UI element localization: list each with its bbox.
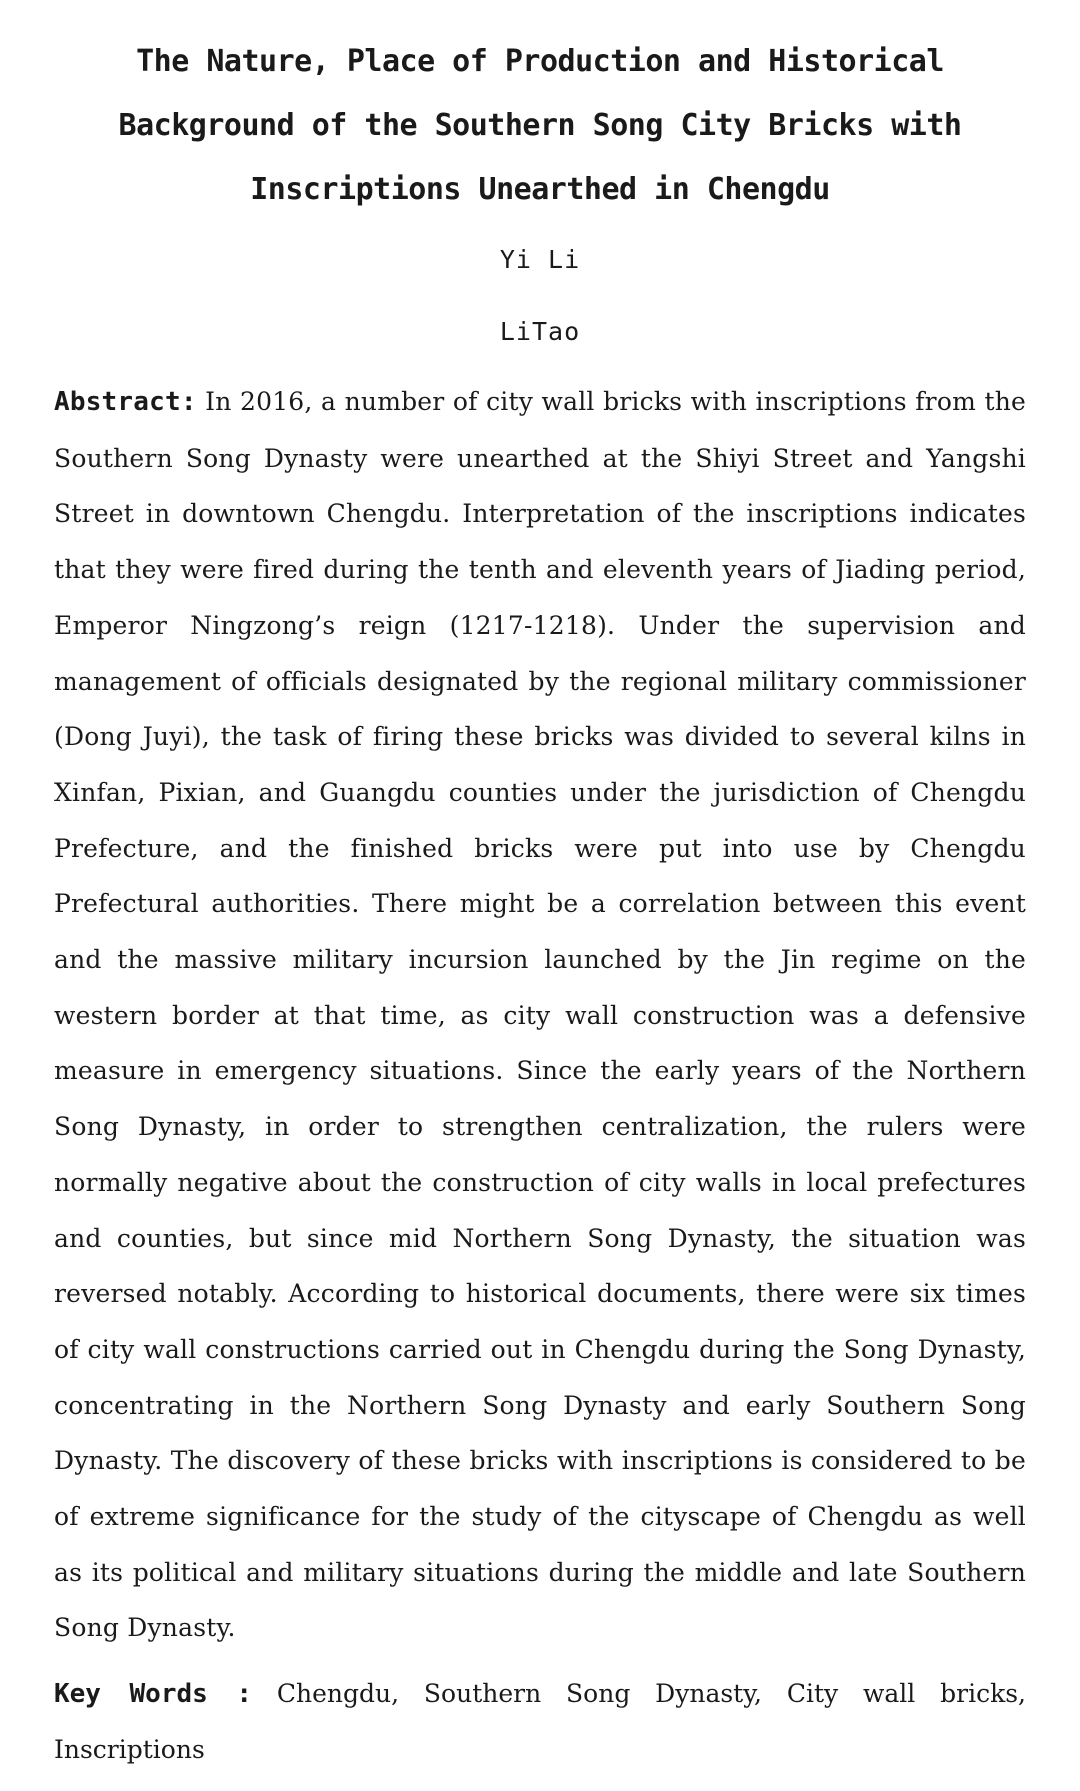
keywords-label: Key Words :	[54, 1679, 253, 1710]
paper-title: The Nature, Place of Production and Historical Background of the Southern Song City Bricks with Inscriptions Unearthed in Chengdu	[118, 44, 962, 207]
keywords	[54, 1666, 1026, 1778]
abstract	[54, 374, 1026, 1656]
author-list	[54, 224, 1026, 368]
author-name: LiTao	[499, 317, 581, 346]
abstract-label: Abstract:	[54, 387, 197, 417]
keywords-text: Chengdu, Southern Song Dynasty, City wall bricks, Inscriptions	[54, 1679, 1027, 1765]
author-name: Yi Li	[499, 245, 581, 274]
abstract-text: In 2016, a number of city wall bricks with inscriptions from the Southern Song Dynasty were unearthed at the Shiyi Street and Yangshi Street in downtown Chengdu. Interpretation of the inscriptions indicates that they were fired during the tenth and eleventh years of Jiading period, Emperor Ningzong’s reign (1217-1218). Under the supervision and management of officials designated by the regional military commissioner (Dong Juyi), the task of firing these bricks was divided to several kilns in Xinfan, Pixian, and Guangdu counties under the jurisdiction of Chengdu Prefecture, and the finished bricks were put into use by Chengdu Prefectural authorities. There might be a correlation between this event and the massive military incursion launched by the Jin regime on the western border at that time, as city wall construction was a defensive measure in emergency situations. Since the early years of the Northern Song Dynasty, in order to strengthen centralization, the rulers were normally negative about the construction of city walls in local prefectures and counties, but since mid Northern Song Dynasty, the situation was reversed notably. According to historical documents, there were six times of city wall constructions carried out in Chengdu during the Song Dynasty, concentrating in the Northern Song Dynasty and early Southern Song Dynasty. The discovery of these bricks with inscriptions is considered to be of extreme significance for the study of the cityscape of Chengdu as well as its political and military situations during the middle and late Southern Song Dynasty.	[54, 387, 1026, 1643]
